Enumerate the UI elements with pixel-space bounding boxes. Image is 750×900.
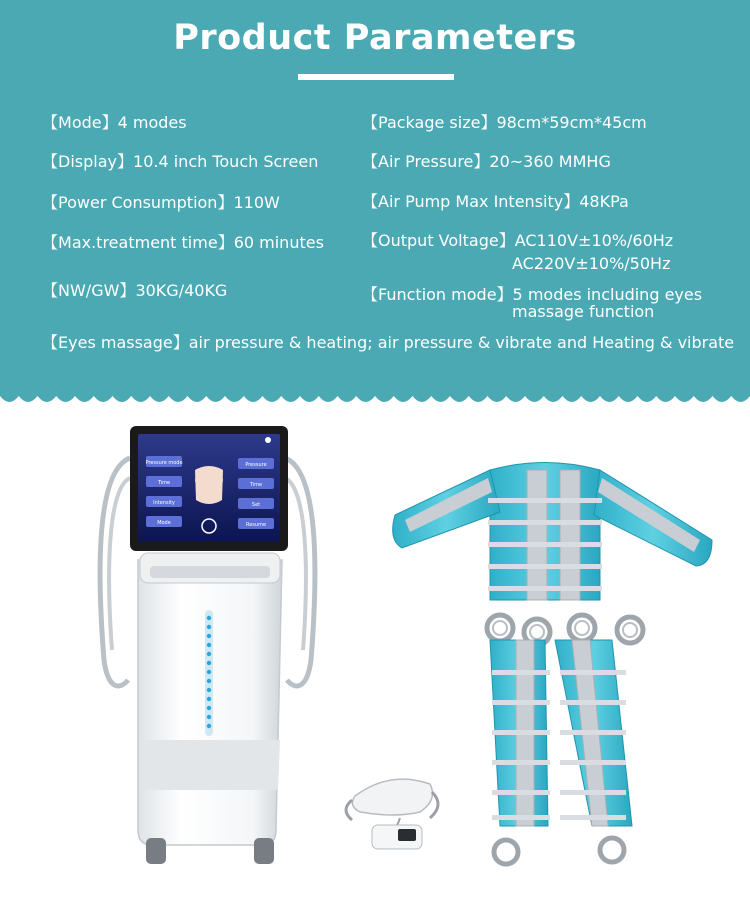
suit-strap: [560, 790, 626, 795]
led-dot: [207, 679, 211, 683]
page-title: Product Parameters: [173, 18, 577, 58]
screen-menu-label: Intensity: [153, 500, 175, 506]
suit-strap: [488, 564, 602, 569]
led-dot: [207, 661, 211, 665]
spec-value: 48KPa: [579, 192, 629, 211]
screen-menu-label: Time: [157, 480, 171, 486]
coil-inner: [575, 621, 589, 635]
led-dot: [207, 688, 211, 692]
spec-package: [362, 114, 647, 132]
spec-power: [42, 194, 280, 212]
spec-label: 【 Package size 】: [362, 113, 496, 132]
spec-value: 110W: [233, 193, 280, 212]
led-dot: [207, 724, 211, 728]
spec-label: 【 Air Pump Max Intensity 】: [362, 192, 579, 211]
spec-air-pump: [362, 193, 629, 211]
led-dot: [207, 706, 211, 710]
suit-strap: [560, 670, 626, 675]
suit-strap: [560, 815, 626, 820]
suit-strap: [492, 815, 550, 820]
spec-value: 10.4 inch Touch Screen: [133, 152, 319, 171]
spec-label: 【 Mode 】: [42, 113, 118, 132]
screen-menu-label: Pressure: [245, 462, 267, 468]
led-dot: [207, 616, 211, 620]
spec-label: 【 Power Consumption 】: [42, 193, 233, 212]
pressotherapy-suit-icon: [393, 463, 712, 865]
suit-strap: [492, 760, 550, 765]
spec-value: 98cm*59cm*45cm: [496, 113, 647, 132]
spec-label: 【 Function mode 】: [362, 285, 513, 304]
spec-value: 4 modes: [117, 113, 187, 132]
led-dot: [207, 643, 211, 647]
led-dot: [207, 715, 211, 719]
led-dot: [207, 634, 211, 638]
suit-strap: [560, 760, 626, 765]
spec-value: air pressure & heating; air pressure & vibrate and Heating & vibrate: [188, 333, 735, 352]
spec-output-voltage-line2: AC220V±10%/50Hz: [512, 254, 671, 273]
spec-label: 【 Eyes massage 】: [42, 333, 189, 352]
led-dot: [207, 670, 211, 674]
spec-label: 【 NW/GW 】: [42, 281, 135, 300]
spec-label: 【 Air Pressure 】: [362, 152, 489, 171]
suit-strap: [492, 790, 550, 795]
screen-menu-label: Time: [249, 482, 263, 488]
coil: [569, 615, 595, 641]
spec-air-pressure: [362, 153, 611, 171]
suit-strap: [560, 700, 626, 705]
spec-time: [42, 234, 324, 252]
spec-value: 60 minutes: [233, 233, 324, 252]
suit-strap: [492, 700, 550, 705]
led-dot: [207, 652, 211, 656]
led-dot: [207, 625, 211, 629]
spec-display: [42, 153, 318, 171]
screen-menu-label: Set: [251, 502, 261, 508]
spec-eyes-massage: [42, 334, 734, 352]
suit-strap: [560, 730, 626, 735]
spec-value: 5 modes including eyes: [512, 285, 703, 304]
coil-inner: [530, 625, 544, 639]
spec-output-voltage: [362, 232, 673, 250]
spec-label: 【 Display 】: [42, 152, 133, 171]
scalloped-edge-icon: [0, 388, 750, 412]
screen-menu-label: Pressure mode: [145, 460, 183, 466]
spec-label: 【 Output Voltage 】: [362, 231, 515, 250]
led-dot: [207, 697, 211, 701]
suit-strap: [488, 520, 602, 525]
coil: [487, 615, 513, 641]
suit-strap: [488, 498, 602, 503]
suit-strap: [488, 542, 602, 547]
spec-value: 20~360 MMHG: [489, 152, 611, 171]
coil-inner: [623, 623, 637, 637]
product-illustration: [0, 412, 750, 900]
spec-weight: [42, 282, 227, 300]
suit-strap: [492, 730, 550, 735]
coil: [617, 617, 643, 643]
spec-label: 【 Max.treatment time 】: [42, 233, 234, 252]
coil-inner: [493, 621, 507, 635]
suit-strap: [492, 670, 550, 675]
screen-menu-label: Mode: [157, 520, 171, 526]
screen-menu-label: Resume: [245, 522, 267, 528]
title-underline: [298, 74, 454, 80]
parameters-banner: [0, 0, 750, 392]
beauty-machine-icon: [100, 426, 315, 864]
suit-strap: [488, 586, 602, 591]
spec-value: 30KG/40KG: [135, 281, 228, 300]
spec-function-mode-line2: massage function: [512, 302, 655, 321]
spec-value: AC110V±10%/60Hz: [514, 231, 674, 250]
eye-massager-icon: [346, 779, 438, 849]
spec-mode: [42, 114, 187, 132]
